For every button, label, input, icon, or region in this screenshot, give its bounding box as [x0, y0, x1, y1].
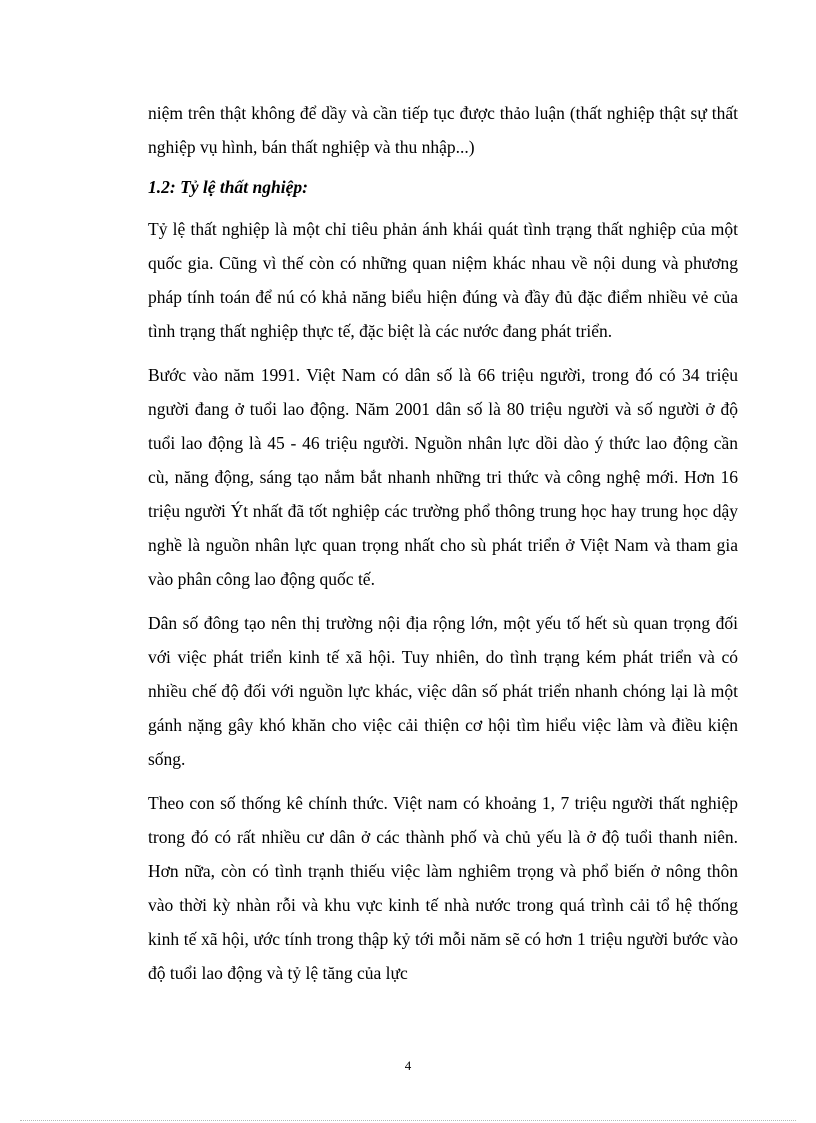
page-number: 4	[404, 1058, 412, 1073]
paragraph-domestic-market: Dân số đông tạo nên thị trường nội địa rộng lớn, một yếu tố hết sù quan trọng đối với việc phát triển kinh tế xã hội. Tuy nhiên, do tình trạng kém phát triển và có nhiều chế độ đối với nguồn lực khác, việc dân số phát triển nhanh chóng lại là một gánh nặng gây khó khăn cho việc cải thiện cơ hội tìm hiểu việc làm và điều kiện sống.	[148, 613, 738, 769]
paragraph-official-statistics: Theo con số thống kê chính thức. Việt nam có khoảng 1, 7 triệu người thất nghiệp trong đó có rất nhiều cư dân ở các thành phố và chủ yếu là ở độ tuổi thanh niên. Hơn nữa, còn có tình trạnh thiếu việc làm nghiêm trọng và phổ biến ở nông thôn vào thời kỳ nhàn rỗi và khu vực kinh tế nhà nước trong quá trình cải tổ hệ thống kinh tế xã hội, ước tính trong thập kỷ tới mỗi năm sẽ có hơn 1 triệu người bước vào độ tuổi lao động và tỷ lệ tăng của lực	[148, 793, 738, 983]
paragraph-population-1991: Bước vào năm 1991. Việt Nam có dân số là 66 triệu người, trong đó có 34 triệu người đang ở tuổi lao động. Năm 2001 dân số là 80 triệu người và số người ở độ tuổi lao động là 45 - 46 triệu người. Nguồn nhân lực dồi dào ý thức lao động cần cù, năng động, sáng tạo nắm bắt nhanh những tri thức và công nghệ mới. Hơn 16 triệu người Ýt nhất đã tốt nghiệp các trường phổ thông trung học hay trung học dậy nghề là nguồn nhân lực quan trọng nhất cho sù phát triển ở Việt Nam và tham gia vào phân công lao động quốc tế.	[148, 365, 738, 589]
paragraph-unemployment-rate: Tỷ lệ thất nghiệp là một chỉ tiêu phản ánh khái quát tình trạng thất nghiệp của một quốc gia. Cũng vì thế còn có những quan niệm khác nhau về nội dung và phương pháp tính toán để nú có khả năng biểu hiện đúng và đầy đủ đặc điểm nhiều vẻ của tình trạng thất nghiệp thực tế, đặc biệt là các nước đang phát triển.	[148, 219, 738, 341]
page-body	[148, 96, 738, 990]
section-heading: 1.2: Tỷ lệ thất nghiệp:	[148, 177, 308, 197]
page-bottom-divider	[20, 1120, 796, 1121]
paragraph-intro: niệm trên thật không để dầy và cần tiếp tục được thảo luận (thất nghiệp thật sự thất nghiệp vụ hình, bán thất nghiệp và thu nhập...)	[148, 103, 738, 157]
